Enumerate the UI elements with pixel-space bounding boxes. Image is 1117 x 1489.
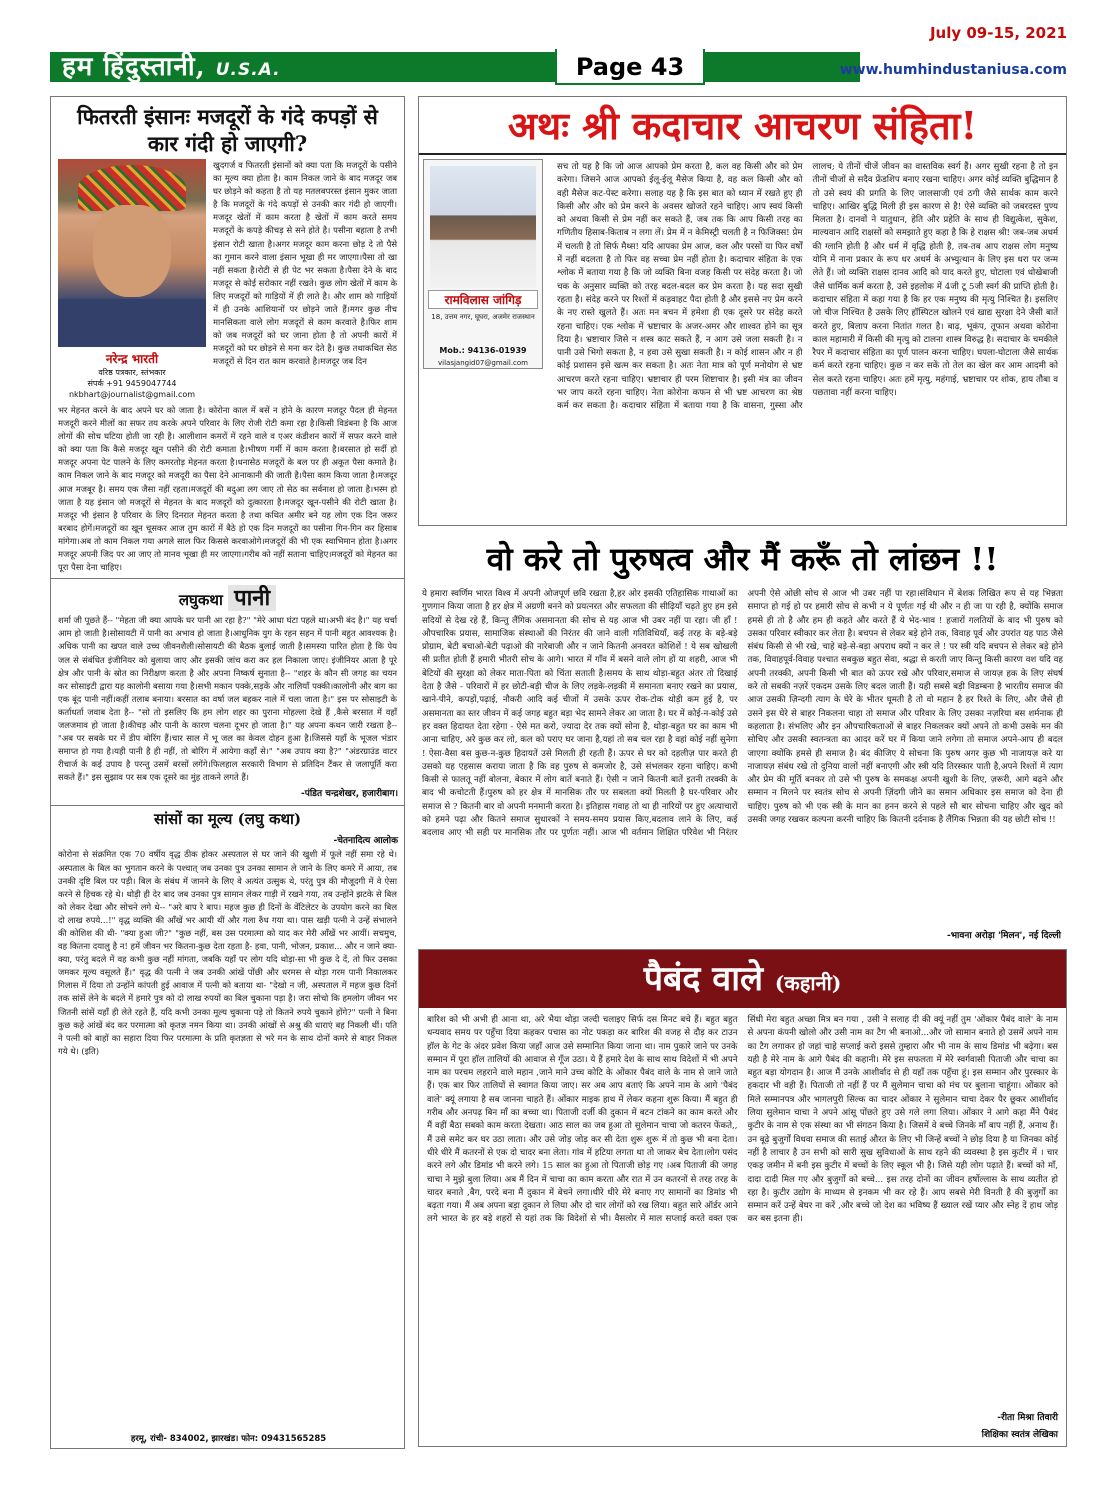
article1-author-card <box>423 159 543 369</box>
story1-main-title: पानी <box>228 585 276 611</box>
left-article-text: खुदगर्ज व फितरती इंसानों को क्या पता कि मजदूरों के पसीने का मूल्य क्या होता है। काम निकल जाने के बाद मजदूर जब घर छोड़ने को कहता है तो यह मतलबपरस्त इंसान मुकर जाता है कि मजदूरों के गंदे कपड़ों से उनकी कार गंदी हो जाएगी। मजदूर खेतों में काम करता है खेतों में काम करते समय मजदूरों के कपड़े कीचड़ से सने होते है। पसीना बहाता है तभी इंसान रोटी खाता है।अगर मजदूर काम करना छोड़ दे तो पैसे का गुमान करने वाला इंसान भूखा ही मर जाएगा।पैसा तो खा नहीं सकता है।रोटी से ही पेट भर सकता है।पैसा देने के बाद मजदूर से कोई सरोकार नहीं रखते। कुछ लोग खेतों में काम के लिए मजदूरों को गाड़ियों में ही लाते है। और शाम को गाड़ियों में ही उनके आशियानों पर छोड़ने जाते हैं।मगर कुछ नीच मानसिकता वाले लोग मजदूरों से काम करवाते है।फिर शाम को जब मजदूरों को घर जाना होता है तो अपनी कारों में मजदूरों को घर छोड़ने से मना कर देते है। कुछ तथाकथित सेठ मजदूरों से दिन रात काम करवाते है।मजदूर जब दिन <box>213 160 397 367</box>
article1-author-email: vilasjangid07@gmail.com <box>438 359 528 367</box>
article1-body <box>549 155 1066 525</box>
author-phone: संपर्क +91 9459047744 <box>87 379 177 388</box>
article2-box <box>418 534 1067 941</box>
author-role: वरिष्ठ पत्रकार, स्तंभकार <box>98 368 166 377</box>
article2-headline: वो करे तो पुरुषत्व और मैं करूँ तो लांछन !! <box>486 540 999 578</box>
story1-text: शर्मा जी पूछते हैं-- "मेहता जी क्या आपके घर पानी आ रहा है?" "मेरे आधा घंटा पहले था।अभी बंद है।" यह चर्चा आम हो जाती है।सोसायटी में पानी का अभाव हो जाता है।आधुनिक युग के रहन सहन में पानी बहुत आवश्यक है। अधिक पानी का खपत वाले उच्च जीवनशैली।सोसायटी की बैठक बुलाई जाती है।समस्या पारित होता है कि पेय जल से संबंधित इंजीनियर को बुलाया जाए और इसकी जांच करा कर हल निकाला जाए। इंजीनियर आता है पूरे क्षेत्र और पानी के स्रोत का निरीक्षण करता है और अपना निष्कर्ष सुनाता है-- "शहर के कौन सी जगह का चयन कर सोसाइटी द्वारा यह कालोनी बसाया गया है।सभी मकान पक्के,सड़कें और नालियाँ पक्की।कालोनी और बाग का एक बूंद पानी नहीं।कहीं तलाब बनाया। बरसात का वर्षा जल बहकर नाले में चला जाता है।" इस पर सोसाइटी के कर्ताधर्ता जवाब देता है-- "सो तो इसलिए कि हम लोग शहर का पुराना मोहल्ला देखे हैं ,कैसे बरसात में वहाँ जलजमाव हो जाता है।कीचड़ और पानी के कारण चलना दूभर हो जाता है।" यह अपना कथन जारी रखता है-- "अब पर सबके घर में डीप बोरिंग हैं।चार साल में भू जल का केवल दोहन हुआ है।जिससे यहाँ के भूजल भंडार समाप्त हो गया है।यही पानी है ही नहीं, तो बोरिंग में आयेगा कहाँ से।" "अब उपाय क्या है?" "अंडरग्राउंड वाटर रीचार्ज के कई उपाय है परन्तु उसमें बरसों लगेंगे।फिलहाल सरकारी विभाग से प्रतिदिन टैंकर से जलापूर्ति करा सकते हैं।" इस सुझाव पर सब एक दूसरे का मुंह ताकने लगते हैं। <box>58 615 397 783</box>
story2-text: कोरोना से संक्रमित एक 70 वर्षीय वृद्ध ठीक होकर अस्पताल से घर जाने की खुशी में फूले नहीं समा रहे थे। अस्पताल के बिल का भुगतान करने के पश्चात् जब उनका पुत्र उनका सामान ले जाने के लिए कमरे में आया, तब उनकी दृष्टि बिल पर पड़ी। बिल के संबंध में जानने के लिए वे अत्यंत उत्सुक थे, परंतु पुत्र की मौजूदगी में वे ऐसा करने से हिचक रहे थे। थोड़ी ही देर बाद जब उनका पुत्र सामान लेकर गाड़ी में रखने गया, तब उन्होंने झटके से बिल को लेकर देखा और सोचने लगे थे-- "अरे बाप रे बाप। महज कुछ ही दिनों के वेंटिलेटर के उपयोग करने का बिल दो लाख रुपये...!" वृद्ध व्यक्ति की आँखें भर आयी थीं और गला रुँध गया था। पास खड़ी पत्नी ने उन्हें संभालने की कोशिश की थी- "क्या हुआ जी?" "कुछ नहीं, बस उस परमात्मा को याद कर मेरी आँखें भर आयीं। सचमुच, वह कितना दयालु है न! हमें जीवन भर कितना-कुछ देता रहता है- हवा, पानी, भोजन, प्रकाश... और न जाने क्या-क्या, परंतु बदले में वह कभी कुछ नहीं मांगता, जबकि यहाँ पर लोग यदि थोड़ा-सा भी कुछ दे दें, तो फिर उसका जमकर मूल्य वसूलते हैं।" वृद्ध की पत्नी ने जब उनकी आंखें पोंछी और धरमस से थोड़ा गरम पानी निकालकर गिलास में दिया तो उन्होंने कांपती हुई आवाज में पत्नी को बताया था- "देखो न जी, अस्पताल में महज कुछ दिनों तक सांसें लेने के बदले में हमारे पुत्र को दो लाख रुपयों का बिल चुकाना पड़ा है। जरा सोचो कि हमलोग जीवन भर जितनी सांसें यहाँ ही लेते रहते हैं, यदि कभी उनका मूल्य चुकाना पड़े तो कितने रुपये चुकाने होंगे?" पत्नी ने बिना कुछ कहे आंखें बंद कर परमात्मा को कृतज्ञ नमन किया था। उनकी आंखों से अश्रु की धाराएं बह निकली थीं। पति ने पत्नी को बाहों का सहारा दिया फिर परमात्मा के प्रति कृतज्ञता से भरे मन के साथ दोनों कमरे से बाहर निकल गये थे। (इति) <box>58 849 397 1056</box>
article2-body <box>418 584 1067 928</box>
article1-box <box>418 96 1067 526</box>
author-name: नरेन्द्र भारती <box>105 352 159 366</box>
story2-byline: -चेतनादित्य आलोक <box>333 836 398 847</box>
website-link[interactable]: www.humhindustaniusa.com <box>839 62 1067 78</box>
story1-title <box>51 578 404 612</box>
article3-body <box>419 1008 1066 1412</box>
article1-author-name: रामविलास जांगिड़ <box>428 290 538 309</box>
left-headline: फितरती इंसानः मजदूरों के गंदे कपड़ों से कार गंदी हो जाएगी? <box>77 104 378 156</box>
issue-date: July 09-15, 2021 <box>929 24 1067 42</box>
left-column <box>50 96 405 1449</box>
author-box <box>58 159 206 400</box>
article1-author-place: 18, उत्तम नगर, घूघरा, अजमेर राजस्थान <box>431 313 535 321</box>
author-photo <box>58 159 206 347</box>
article1-author-mobile: Mob.: 94136-01939 <box>439 346 527 355</box>
story1-signature: -पंडित चन्द्रशेखर, हजारीबाग। <box>301 789 398 800</box>
publication-title <box>62 52 281 82</box>
author-email: nkbhart@journalist@gmail.com <box>68 390 196 399</box>
article3-box <box>418 949 1067 1447</box>
right-column <box>418 96 1067 1447</box>
article1-text: सच तो यह है कि जो आज आपको प्रेम करता है, कल वह किसी और को प्रेम करेगा। जिसने आज आपको ईलू-ईलू मैसेज किया है, वह कल किसी और को वही मैसेज कट-पेस्ट करेगा। सलाह यह है कि इस बात को ध्यान में रखते हुए ही किसी और और को प्रेम करने के अवसर खोजते रहने चाहिए। आप स्वयं किसी को अथवा किसी से प्रेम नहीं कर सकते हैं, जब तक कि आप किसी तरह का गणितीय हिसाब-किताब न लगा लें। प्रेम में न केमिस्ट्री चलती है न फिजिक्स! प्रेम में चलती है तो सिर्फ मैथ्स! यदि आपका प्रेम आज, कल और परसों या फिर वर्षों में नहीं बदलता है तो फिर वह सच्चा प्रेम नहीं होता है। कदाचार संहिता के एक श्लोक में बताया गया है कि जो व्यक्ति बिना वजह किसी पर संदेह करता है। जो चक के अनुसार व्यक्ति को तरह बदल-बदल कर प्रेम करता है। यह सदा सुखी रहता है। संदेह करने पर रिश्तों में कड़वाहट पैदा होती है और इससे नए प्रेम करने के नए रास्ते खुलते हैं। अतः मन बचन में हमेशा ही एक दूसरे पर संदेह करते रहना चाहिए। एक श्लोक में भ्रष्टाचार के अजर-अमर और शाश्वत होने का सूत्र दिया है। भ्रष्टाचार जिसे न शस्त्र काट सकते हैं, न आग उसे जला सकती है। न पानी उसे भिगो सकता है, न हवा उसे सुखा सकती है। न कोई शासन और न ही कोई प्रशासन इसे खत्म कर सकता है। अतः नेता मात्र को पूर्ण मनोयोग से भ्रष्ट आचरण करते रहना चाहिए। भ्रष्टाचार ही परम शिष्टाचार है। इसी मंत्र का जीवन भर जाप करते रहना चाहिए। नेता कोरोना कफन से भी भ्रष्ट आचरण का श्रेष्ठ कर्म कर सकता है। कदाचार संहिता में बताया गया है कि वासना, गुस्सा और लालच; ये तीनों चीजें जीवन का वास्तविक स्वर्ग हैं। अगर सुखी रहना है तो इन तीनों चीजों से सदैव फ्रेंडशिप बनाए रखना चाहिए। अगर कोई व्यक्ति बुद्धिमान है तो उसे स्वयं की प्रगति के लिए जालसाजी एवं ठगी जैसे सार्थक काम करने चाहिए। आखिर बुद्धि मिली ही इस कारण से है! ऐसे व्यक्ति को जबरदस्त पुण्य मिलता है। दानवों ने यातुधान, हेति और प्रहेति के साथ ही विद्युत्केश, सुकेश, माल्यवान आदि राक्षसों को समझाते हुए कहा है कि हे राक्षस श्री! जब-जब अधर्म की ग्लानि होती है और धर्म में वृद्धि होती है, तब-तब आप राक्षस लोग मनुष्य योनि में नाना प्रकार के रूप धर अधर्म के अभ्युत्थान के लिए इस धरा पर जन्म लेते हैं। जो व्यक्ति राक्षस दानव आदि को याद करते हुए, घोटाला एवं धोखेबाजी जैसे धार्मिक कर्म करता है, उसे इहलोक में 4जी टू 5जी स्वर्ग की प्राप्ति होती है। कदाचार संहिता में कहा गया है कि हर एक मनुष्य की मृत्यु निश्चित है। इसलिए जो चीज निश्चित है उसके लिए हॉस्पिटल खोलने एवं खाद्य सुरक्षा देने जैसी बातें करते हुए, बिलाप करना नितांत गलत है। बाढ़, भूकंप, तूफान अथवा कोरोना काल महामारी में किसी की मृत्यु को टालना शास्त्र विरुद्ध है। सदाचार के चमकीले रैपर में कदाचार संहिता का पूर्ण पालन करना चाहिए। घपला-घोटाला जैसे सार्थक कर्म करते रहना चाहिए। कुछ न कर सकें तो तेल का खेल कर आम आदमी को सेल करते रहना चाहिए। अतः हमें मृत्यु, महंगाई, भ्रष्टाचार पर शोक, हाय तौबा व पछतावा नहीं करना चाहिए। <box>557 162 1058 412</box>
publication-name: हम हिंदुस्तानी, <box>62 52 206 82</box>
article3-signature-role: शिक्षिका स्वतंत्र लेखिका <box>981 1430 1058 1440</box>
article3-signature-name: -रीता मिश्रा तिवारी <box>997 1413 1058 1423</box>
publication-region: U.S.A. <box>215 60 281 80</box>
left-article <box>51 159 404 574</box>
article1-headline: अथः श्री कदाचार आचरण संहिता! <box>419 97 1066 155</box>
article3-headline-bar <box>419 950 1066 1008</box>
story2-address: हरमू, रांची- 834002, झारखंड। फोन: 09431565285 <box>130 1434 327 1444</box>
left-article-text-continued: भर मेहनत करने के बाद अपने घर को जाता है। कोरोना काल में बसें न होने के कारण मजदूर पैदल ही मेहनत मजदूरी करने मीलों का सफर तय करके अपने परिवार के लिए रोजी रोटी कमा रहा है।किसी विडंबना है कि आज लोगों की सोच घटिया होती जा रही है। आलीशान कमरों में रहने वाले व एअर कंडीशन कारों में सफर करने वाले को क्या पता कि कैसे मजदूर खून पसीने की रोटी कमाता है।भीषण गर्मी में काम करता है।बरसात हो सर्दी हो मजदूर अपना पेट पालने के लिए कमरतोड़ मेहनत करता है।धनासेठ मजदूरों के बल पर ही अकूत पैसा कमाते है।काम निकल जाने के बाद मजदूर को मजदूरी का पैसा देने आनाकानी की जाती है।पैसा काम किया जाता है।मजदूर आज मजबूर है। समय एक जैसा नहीं रहता।मजदूरों की बदुआ लग जाए तो सेठ का सर्वनाश हो जाता है।भस्म हो जाता है यह इंसान जो मजदूरों से मेहनत के बाद मजदूरों को दुत्कारता है।मजदूर खून-पसीने की रोटी खाता है।मजदूर भी इंसान है परिवार के लिए दिनरात मेहनत करता है तथा कथित अमीर बने यह लोग एक दिन जरूर बरबाद होगें।मजदूरों का खून चूसकर आज तुम कारों में बैठे हो एक दिन मजदूरों का पसीना गिन-गिन कर हिसाब मांगेगा।अब तो काम निकल गया अगले साल फिर किससे करवाओगे।मजदूरों की भी एक स्वाभिमान होता है।अगर मजदूर अपनी जिद पर आ जाए तो मानव भूखा ही मर जाएगा।गरीब को नहीं सताना चाहिए।मजदूरों को मेहनत का पूरा पैसा देना चाहिए। <box>58 405 397 573</box>
story1-prefix: लघुकथा <box>178 591 223 610</box>
article2-text: ये हमारा स्वर्णिम भारत विश्व में अपनी ओजपूर्ण छवि रखता है,हर ओर इसकी एतिहासिक गाथाओं का गुणगान किया जाता है हर क्षेत्र में अग्रणी बनने को प्रयत्नरत और सफलता की सीढ़ियाँ चढ़ते हुए हम इसे सदियों से देख रहे हैं, किन्तु लैंगिक असमानता की सोच से यह आज भी उबर नहीं पा रहा। जी हाँ ! औपचारिक प्रयास, सामाजिक संस्थाओं की निरंतर की जाने वाली गतिविधियाँ, कई तरह के बड़े-बड़े प्रोग्राम, बेटी बचाओ-बेटी पढ़ाओ की नारेबाजी और न जाने कितनी अनवरत कोशिशें ! ये सब खोखली सी प्रतीत होती हैं हमारी भीतरी सोच के आगे। भारत में गाँव में बसने वाले लोग हों या शहरी, आज भी बेटियों की सुरक्षा को लेकर माता-पिता को चिंता सताती है।समय के साथ थोड़ा-बहुत अंतर तो दिखाई देता है जैसे - परिवारों में हर छोटी-बड़ी चीज के लिए लड़के-लड़की में समानता बनाए रखने का प्रयास, खाने-पीने, कपड़ों,पढ़ाई, नौकरी आदि कई चीजों में उसके ऊपर रोक-टोक थोड़ी कम हुई है, पर असमानता का स्तर जीवन में कई जगह बहुत बड़ा भेद सामने लेकर आ जाता है। घर में कोई-न-कोई उसे हर वक्त हिदायत देता रहेगा - ऐसे मत करो, ज्यादा देर तक क्यों सोना है, थोड़ा-बहुत घर का काम भी आना चाहिए, अरे कुछ कर लो, कल को पराए घर जाना है,यहां तो सब चल रहा है वहां कोई नहीं सुनेगा ! ऐसा-वैसा बस कुछ-न-कुछ हिदायतें उसे मिलती ही रहती हैं। ऊपर से घर को दहलीज़ पार करते ही उसको यह एहसास कराया जाता है कि वह पुरुष से कमजोर है, उसे संभलकर रहना चाहिए। कभी किसी से फालतू नहीं बोलना, बेकार में लोग बातें बनाते हैं। ऐसी न जाने कितनी बातें इतनी तरक्की के बाद भी कचोटती हैं।पुरुष को हर क्षेत्र में मानसिक तौर पर सबलता क्यों मिलती है घर-परिवार और समाज से ? कितनी बार वो अपनी मनमानी करता है। इतिहास गवाह तो था ही नारियों पर हुए अत्याचारों को हमने पढ़ा और कितने समाज सुधारकों ने समय-समय प्रयास किए,बदलाव लाने के लिए, कई बदलाव आए भी सही पर मानसिक तौर पर पूर्णतः नहीं। आज भी वर्तमान शिक्षित परिवेश भी निरंतर अपनी ऐसे ओछी सोच से आज भी उबर नहीं पा रहा।संविधान में बेशक लिखित रूप से यह भिन्नता समाप्त हो गई हो पर हमारी सोच से कभी न ये पूर्णतः गई थी और न ही जा पा रही है, क्योंकि समाज हमसे ही तो है और हम ही कहते और करते हैं ये भेद-भाव ! हजारों गलतियों के बाद भी पुरुष को उसका परिवार स्वीकार कर लेता है। बचपन से लेकर बड़े होने तक, विवाह पूर्व और उपरांत यह पाठ जैसे संबंध किसी से भी रखे, चाहे बड़े-से-बड़ा अपराध क्यों न कर ले ! पर स्त्री यदि बचपन से लेकर बड़े होने तक, विवाहपूर्व-विवाह पश्चात सबकुछ बहुत सेवा, श्रद्धा से करती जाए किन्तु किसी कारण वश यदि वह अपनी तरक्की, अपनी किसी भी बात को ऊपर रखे और परिवार,समाज से जायज़ हक के लिए संघर्ष करे तो सबकी नज़रें एकदम उसके लिए बदल जाती हैं। यही सबसे बड़ी विडम्बना है भारतीय समाज की आज उसकी ज़िन्दगी त्याग के घेरे के भीतर घूमती है तो वो महान है हर रिश्ते के लिए, और जैसे ही उसने इस घेरे से बाहर निकलना चाहा तो समाज और परिवार के लिए उसका नज़रिया बस शर्मनाक ही कहलाता है। संभलिए और इन औपचारिकताओं से बाहर निकलकर क्यों अपने तो कभी उसके मन की सोचिए और उसकी स्वतन्त्रता का आदर करें घर में किया जाने लगेगा तो समाज अपने-आप ही बदल जाएगा क्योंकि हमसे ही समाज है। बंद कीजिए ये सोचना कि पुरुष अगर कुछ भी नाजायज़ करे या नाजायज़ संबंध रखे तो दुनिया वालों नहीं बनाएगी और स्त्री यदि तिरस्कार पाती है,अपने रिश्तों में त्याग और प्रेम की मूर्ति बनकर तो उसे भी पुरुष के समकक्ष अपनी खुशी के लिए, ज़रूरी, आगे बढ़ने और सम्मान न मिलने पर स्वतंत्र सोच से अपनी ज़िंदगी जीने का समान अधिकार इस समाज को देना ही चाहिए। पुरुष को भी एक स्त्री के मान का हनन करने से पहले सौ बार सोचना चाहिए और खुद को उसकी जगह रखकर कल्पना करनी चाहिए कि कितनी दर्दनाक है लैंगिक भिन्नता की यह छोटी सोच !! <box>422 589 1063 839</box>
article3-text: बारिश को भी अभी ही आना था, अरे भैया थोड़ा जल्दी चलाइए सिर्फ दस मिनट बचे हैं। बहुत बहुत धन्यवाद समय पर पहुँचा दिया कहकर पचास का नोट पकड़ा कर बारिश की वजह से दौड़ कर टाउन हॉल के गेट के अंदर प्रवेश किया जहाँ आज उसे सम्मानित किया जाना था। नाम पुकारे जाने पर उनके सम्मान में पूरा हॉल तालियों की आवाज से गूँज उठा। ये हैं हमारे देश के साथ साथ विदेशों में भी अपने नाम का परचम लहराने वाले महान ,जाने माने उच्च कोटि के ओंकार पैबंद वाले के नाम से जाने जाते हैं। एक बार फिर तालियों से स्वागत किया जाए। सर अब आप बताएं कि अपने नाम के आगे 'पैबंद वाले' क्यूं लगाया है सब जानना चाहते हैं। ओंकार माइक हाथ में लेकर कहना शुरू किया। मैं बहुत ही गरीब और अनपढ़ बिन माँ का बच्चा था। पिताजी दर्जी की दुकान में बटन टांकने का काम करते और मैं वहीं बैठा सबको काम करता देखता। आठ साल का जब हुआ तो सुलेमान चाचा जो कतरन फेंकते,, मैं उसे समेट कर घर उठा लाता। और उसे जोड़ जोड़ कर सी देता शुरू शुरू में तो कुछ भी बना देता। धीरे धीरे मैं कतरनों से एक दो चादर बना लेता। गांव में हटिया लगता था तो जाकर बेच देता।लोग पसंद करने लगे और डिमांड भी करने लगे। 15 साल का हुआ तो पिताजी छोड़ गए ।अब पिताजी की जगह चाचा ने मुझे बुला लिया। अब मैं दिन में चाचा का काम करता और रात में उन कतरनों से तरह तरह के चादर बनाते ,बैग, परदे बना मैं दुकान में बेचने लगा।धीरे धीरे मेरे बनाए गए सामानों का डिमांड भी बढ़ता गया। मैं अब अपना बड़ा दुकान ले लिया और दो चार लोगों को रख लिया। बहुत सारे ऑर्डर आने लगे भारत के हर बड़े शहरों से यहां तक कि विदेशों से भी। वैसलोर में माल सप्लाई करते वक्त एक सिंधी मेरा बहुत अच्छा मित्र बन गया , उसी ने सलाह दी की क्यूं नहीं तुम 'ओंकार पैबंद वाले' के नाम से अपना कंपनी खोलो और उसी नाम का टैग भी बनाओ...और जो सामान बनाते हो उसमें अपने नाम का टैग लगाकर हो जहां चाहे सप्लाई करो इससे तुम्हारा और भी नाम के साथ डिमांड भी बढ़ेगा। बस यही है मेरे नाम के आगे पैबंद की कहानी। मेरे इस सफलता में मेरे स्वर्गवासी पिताजी और चाचा का बहुत बड़ा योगदान है। आज मैं उनके आशीर्वाद से ही यहाँ तक पहुँचा हूं। इस सम्मान और पुरस्कार के हकदार भी वही हैं। पिताजी तो नहीं हैं पर मैं सुलेमान चाचा को मंच पर बुलाना चाहूंगा। ओंकार को मिले सम्मानपत्र और भागलपुरी सिल्क का चादर ओंकार ने सुलेमान चाचा देकर पैर छूकर आशीर्वाद लिया सुलेमान चाचा ने अपने आंसू पोंछते हुए उसे गले लगा लिया। ओंकार ने आगे कहा मैंने पैबंद कुटीर के नाम से एक संस्था का भी संगठन किया है। जिसमें वे बच्चे जिनके माँ बाप नहीं हैं, अनाथ हैं। उन बूढ़े बुजुर्गों विधवा समाज की सताई औरत के लिए भी जिन्हें बच्चों ने छोड़ दिया है या जिनका कोई नहीं है लाचार है उन सभी को सारी सुख सुविधाओं के साथ रहने की व्यवस्था है इस कुटीर में । चार एकड़ जमीन में बनी इस कुटीर में बच्चों के लिए स्कूल भी है। जिसे यही लोग पढ़ाते हैं। बच्चों को माँ, दादा दादी मिल गए और बुजुर्गों को बच्चे... इस तरह दोनों का जीवन हर्षोल्लास के साथ व्यतीत हो रहा है। कुटीर उद्योग के माध्यम से इनकम भी कर रहे हैं। आप सबसे मेरी विनती है की बुजुर्गों का सम्मान करें उन्हें बेघर ना करें ,और बच्चे जो देश का भविष्य हैं ख्याल रखें प्यार और स्नेह दें हाथ जोड़ कर बस इतना ही। <box>427 1015 1058 1225</box>
page-number: Page 43 <box>555 49 705 85</box>
page-header <box>0 0 1117 88</box>
article2-signature: -भावना अरोड़ा 'मिलन', नई दिल्ली <box>946 931 1061 941</box>
story2-title: सांसों का मूल्य (लघु कथा) <box>51 805 404 829</box>
article3-headline: पैबंद वाले <box>643 959 764 999</box>
article1-author-photo <box>430 166 536 288</box>
article3-headline-suffix: (कहानी) <box>774 971 842 995</box>
